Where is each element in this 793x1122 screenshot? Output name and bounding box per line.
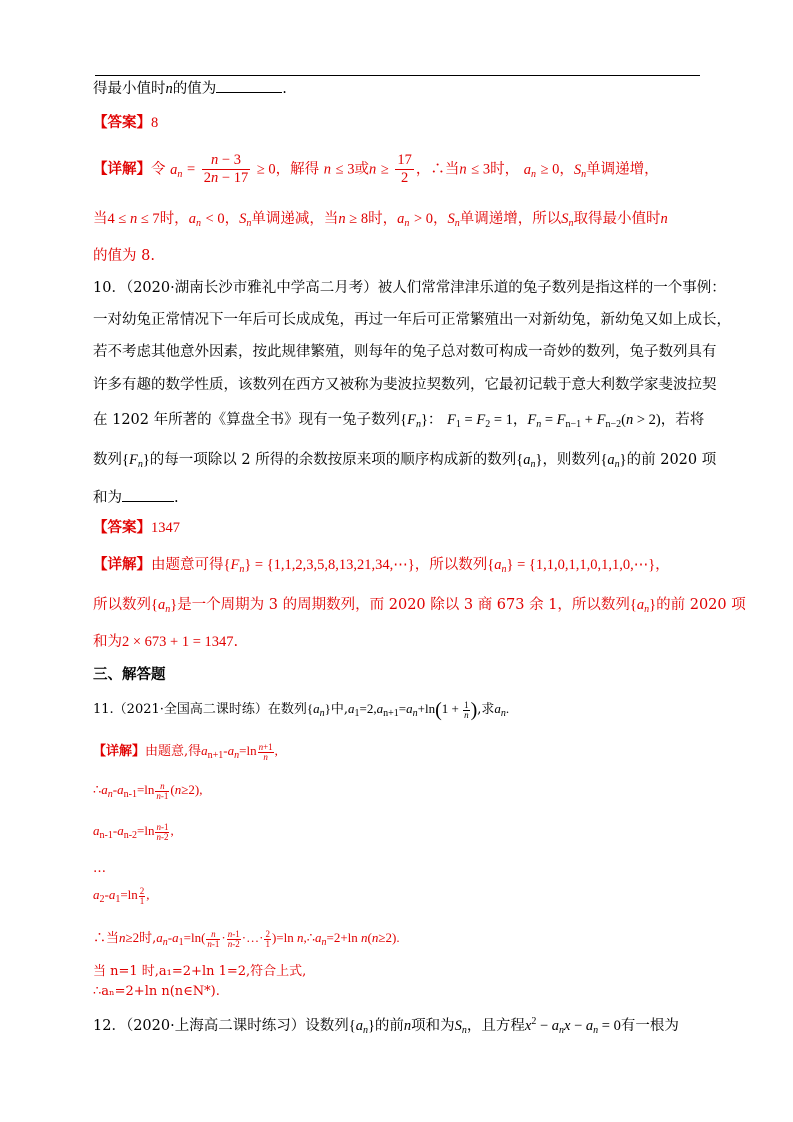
q11-detail-line-3: $a_{n-1}-a_{n-2}=\ln$ $\frac{n-1}{n-2}$ , — [93, 821, 174, 842]
q10-detail-line-3: 和为2 × 673 + 1 = 1347. — [93, 634, 239, 650]
q11-detail-line-2: $\therefore a_n-a_{n-1}=\ln$ $\frac{n}{n-1}$ (n≥2), — [93, 780, 203, 801]
q10-line-4: 许多有趣的数学性质，该数列在西方又被称为斐波拉契数列，它最初记载于意大利数学家斐波拉契 — [93, 377, 717, 393]
q11-detail-line-6: ∴当n≥2时$,a_n-a_1=\ln$( $\frac{n}{n-1}$ · $\frac{n-1}{n-2}$ ·…· $\frac{2}{1}$ )=ln $n,\therefore a_n=2+\ln$ n(n≥2). — [93, 928, 400, 949]
q10-answer: 【答案】1347 — [93, 519, 180, 536]
q10-detail-line-1: 【详解】由题意可得$\{F_n\}$ = {1,1,2,3,5,8,13,21,34,⋯}，所以数列$\{a_n\}$ = {1,1,0,1,1,0,1,1,0,⋯}， — [93, 556, 670, 575]
q12-line-1: 12．（2020·上海高二课时练习）设数列$\{a_n\}$的前n项和为$S_n$，且方程$x^2 - a_nx - a_n = 0$有一根为 — [93, 1016, 679, 1036]
answer-blank — [122, 489, 174, 502]
q10-line-2: 一对幼兔正常情况下一年后可长成成兔，再过一年后可正常繁殖出一对新幼兔，新幼兔又如上成长， — [93, 312, 731, 328]
section-heading: 三、解答题 — [93, 666, 166, 683]
q10-line-5: 在 1202 年所著的《算盘全书》现有一兔子数列$\{F_n\}$： $F_1 = F_2 = 1$，$F_n = F_{n-1} + F_{n-2}(n > 2)$，若将 — [93, 412, 705, 430]
header-rule — [95, 75, 700, 76]
q11-detail-line-5: $a_2-a_1=\ln$ $\frac{2}{1}$ , — [93, 885, 150, 906]
q9-tail-line: 得最小值时n的值为 . — [93, 81, 287, 97]
q9-detail-line-1: 【详解】令 $a_n$ = $\frac{n - 3}{2n - 17}$ ≥ 0，解得 n ≤ 3或n ≥ $\frac{17}{2}$ ，∴当n ≤ 3时， $a_n \ge 0$，$S_n$单调递增， — [93, 152, 659, 186]
q10-line-6: 数列$\{F_n\}$的每一项除以 2 所得的余数按原来项的顺序构成新的数列$\{a_n\}$，则数列$\{a_n\}$的前 2020 项 — [93, 452, 717, 470]
q11-detail-line-8: ∴aₙ=2+ln n(n∈N*). — [93, 984, 220, 999]
q10-line-1: 10．（2020·湖南长沙市雅礼中学高二月考）被人们常常津津乐道的兔子数列是指这样的一个事例： — [93, 280, 726, 296]
q11-detail-line-1: 【详解】由题意,得$a_{n+1}-a_n=\ln$ $\frac{n+1}{n}$ , — [93, 741, 278, 762]
q10-line-7: 和为 . — [93, 490, 179, 506]
q9-answer: 【答案】8 — [93, 114, 159, 131]
answer-blank — [216, 80, 282, 93]
q10-detail-line-2: 所以数列$\{a_n\}$是一个周期为 3 的周期数列，而 2020 除以 3 商 673 余 1，所以数列$\{a_n\}$的前 2020 项 — [93, 597, 746, 615]
q11-detail-line-7: 当 n=1 时,a₁=2+ln 1=2,符合上式, — [93, 964, 307, 979]
q11-detail-line-4: … — [93, 861, 106, 876]
q9-detail-line-3: 的值为 8. — [93, 248, 155, 264]
q11-line-1: 11.（2021·全国高二课时练）在数列$\{a_n\}$中$,a_1=2,a_{n+1}=a_n+\ln(1$ + $\frac{1}{n}$ ),求$a_n$. — [93, 699, 510, 722]
q10-line-3: 若不考虑其他意外因素，按此规律繁殖，则每年的兔子总对数可构成一奇妙的数列，兔子数列具有 — [93, 344, 717, 360]
q9-detail-line-2: 当4 ≤ n ≤ 7时，$a_n < 0$，$S_n$单调递减，当n ≥ 8时，$a_n > 0$，$S_n$单调递增，所以$S_n$取得最小值时n — [93, 211, 668, 229]
